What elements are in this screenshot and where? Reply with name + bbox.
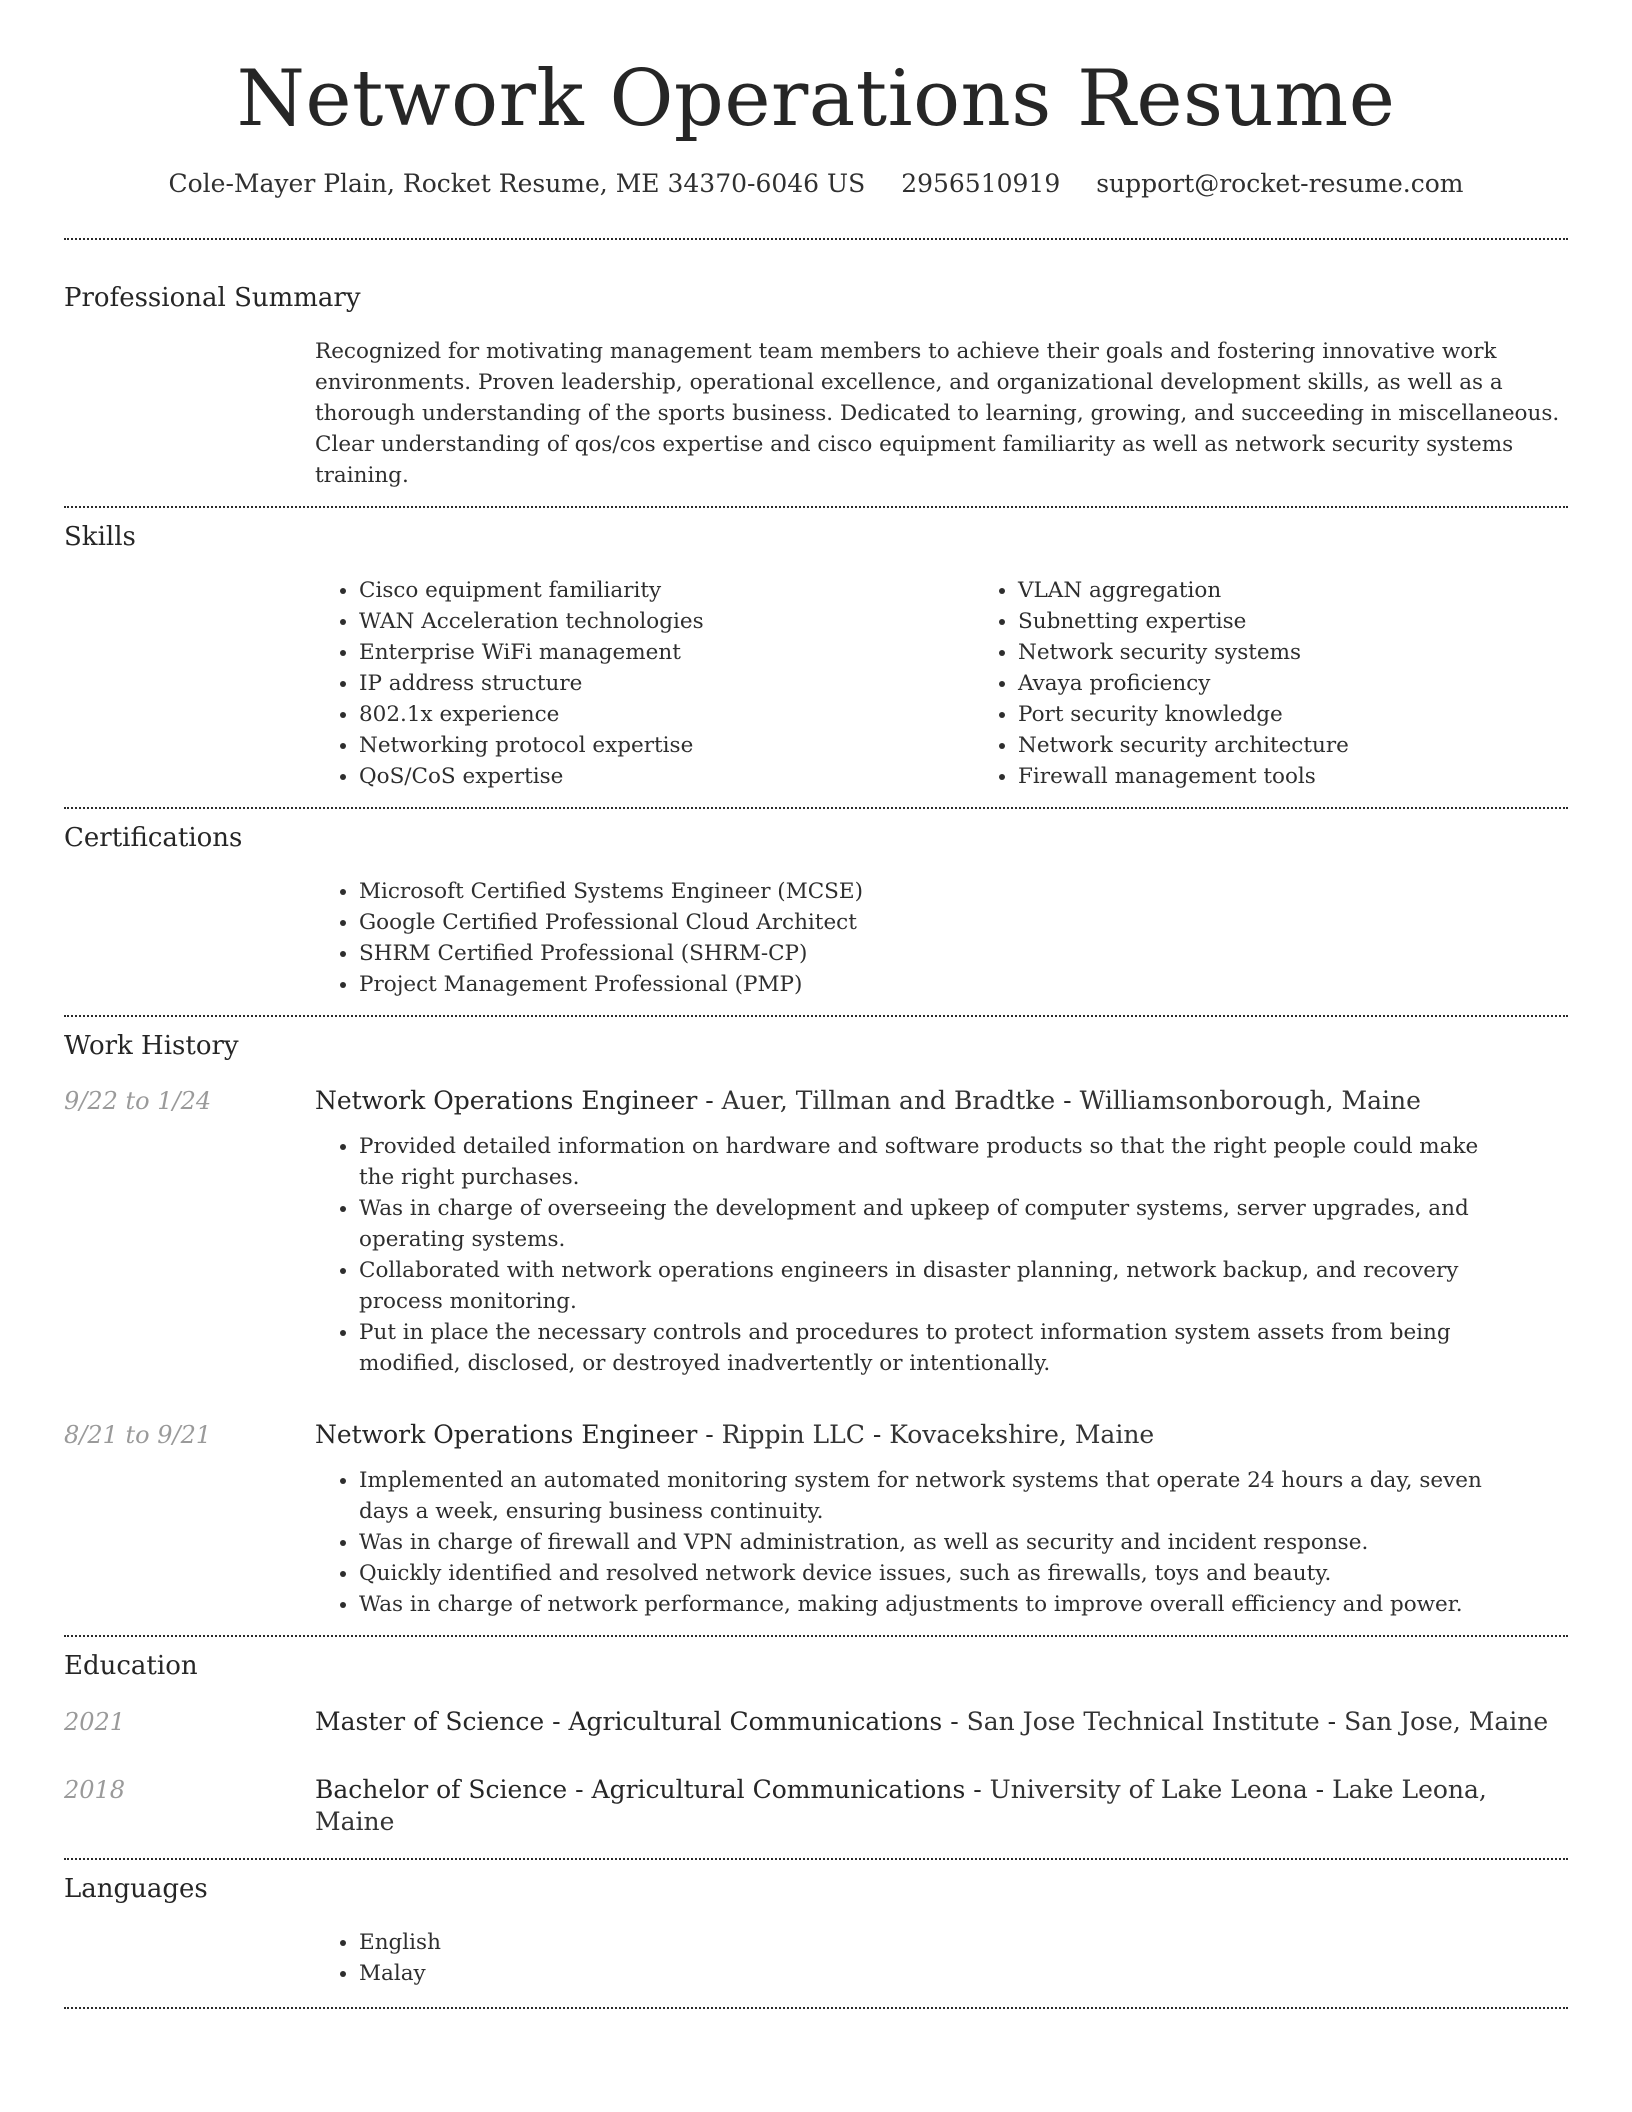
skill-item: • WAN Acceleration technologies [359, 606, 974, 637]
skills-section [64, 521, 1568, 792]
job-bullet: • Quickly identified and resolved network device issues, such as firewalls, toys and beauty. [359, 1558, 1538, 1589]
education-degree: Master of Science - Agricultural Communications [315, 1707, 943, 1736]
separator: - [1319, 1707, 1345, 1736]
job-bullet: • Was in charge of overseeing the development and upkeep of computer systems, server upgrades, and operating systems. [359, 1193, 1508, 1255]
divider [64, 1858, 1568, 1860]
languages-heading: Languages [64, 1874, 208, 1904]
job-bullets [315, 1131, 1568, 1379]
divider [64, 1015, 1568, 1017]
job-bullet: • Put in place the necessary controls and procedures to protect information system assets from being modified, disclosed, or destroyed inadvertently or intentionally. [359, 1317, 1508, 1379]
summary-heading: Professional Summary [64, 283, 361, 313]
job-location: Williamsonborough, Maine [1079, 1086, 1421, 1115]
skill-item: • IP address structure [359, 668, 974, 699]
divider [64, 506, 1568, 508]
divider [64, 238, 1568, 240]
certifications-body [315, 876, 1568, 1000]
job-date: 8/21 to 9/21 [64, 1421, 212, 1449]
language-item: • Malay [359, 1958, 1568, 1989]
contact-email: support@rocket-resume.com [1096, 169, 1464, 198]
work-section [64, 1030, 1568, 1620]
resume-title: Network Operations Resume [236, 54, 1396, 144]
job-bullet: • Was in charge of firewall and VPN administration, as well as security and incident response. [359, 1527, 1538, 1558]
job-location: Kovacekshire, Maine [889, 1420, 1155, 1449]
skill-item: • Avaya proficiency [1018, 668, 1632, 699]
skill-item: • QoS/CoS expertise [359, 761, 974, 792]
job-bullet: • Was in charge of network performance, making adjustments to improve overall efficiency and power. [359, 1589, 1538, 1620]
skill-item: • 802.1x experience [359, 699, 974, 730]
skill-item: • Network security systems [1018, 637, 1632, 668]
contact-line [64, 168, 1568, 200]
job-bullet: • Provided detailed information on hardware and software products so that the right people could make the right purchases. [359, 1131, 1508, 1193]
summary-section [64, 282, 1568, 491]
job-bullet: • Collaborated with network operations engineers in disaster planning, network backup, and recovery process monitoring. [359, 1255, 1508, 1317]
certification-item: • SHRM Certified Professional (SHRM-CP) [359, 938, 1568, 969]
skills-heading: Skills [64, 522, 136, 552]
divider [64, 2007, 1568, 2009]
education-year: 2021 [64, 1708, 126, 1736]
education-heading-line [315, 1774, 1568, 1838]
job-bullet-list [315, 1131, 1568, 1379]
separator: - [1307, 1775, 1333, 1804]
separator: - [697, 1420, 722, 1449]
education-section [64, 1650, 1568, 1838]
certifications-list [315, 876, 1568, 1000]
job-title: Network Operations Engineer [315, 1086, 698, 1115]
skill-item: • VLAN aggregation [1018, 575, 1632, 606]
education-heading-line [315, 1706, 1548, 1738]
job-entry [64, 1419, 1568, 1451]
languages-body [315, 1927, 1568, 1989]
certifications-section [64, 822, 1568, 1000]
education-location: San Jose, Maine [1344, 1707, 1549, 1736]
separator: - [697, 1086, 722, 1115]
contact-address: Cole-Mayer Plain, Rocket Resume, ME 34370-6046 US [168, 169, 866, 198]
skill-item: • Networking protocol expertise [359, 730, 974, 761]
skill-item: • Port security knowledge [1018, 699, 1632, 730]
skill-item: • Firewall management tools [1018, 761, 1632, 792]
certification-item: • Google Certified Professional Cloud Architect [359, 907, 1568, 938]
certifications-heading: Certifications [64, 823, 243, 853]
job-bullets [315, 1465, 1568, 1620]
certification-item: • Microsoft Certified Systems Engineer (MCSE) [359, 876, 1568, 907]
separator: - [864, 1420, 890, 1449]
job-bullet: • Implemented an automated monitoring system for network systems that operate 24 hours a day, seven days a week, ensuring business continuity. [359, 1465, 1538, 1527]
education-entry [64, 1706, 1568, 1738]
separator: - [1055, 1086, 1080, 1115]
language-item: • English [359, 1927, 1568, 1958]
work-heading: Work History [64, 1031, 239, 1061]
languages-list [315, 1927, 1568, 1989]
job-company: Auer, Tillman and Bradtke [721, 1086, 1056, 1115]
summary-text: Recognized for motivating management team members to achieve their goals and fostering innovative work environments. Proven leadership, operational excellence, and organizational development skills, as well as a thorough understanding of the sports business. Dedicated to learning, growing, and succeeding in miscellaneous. Clear understanding of qos/cos expertise and cisco equipment familiarity as well as network security systems training. [315, 339, 1560, 488]
job-date: 9/22 to 1/24 [64, 1087, 212, 1115]
education-location: Lake Leona, Maine [315, 1775, 1487, 1836]
separator: - [965, 1775, 990, 1804]
job-company: Rippin LLC [721, 1420, 865, 1449]
skills-list-left [315, 575, 974, 792]
skills-list-right [974, 575, 1632, 792]
job-heading [315, 1419, 1154, 1451]
skills-grid [315, 575, 1568, 792]
separator: - [942, 1707, 967, 1736]
languages-section [64, 1873, 1568, 1989]
skill-item: • Enterprise WiFi management [359, 637, 974, 668]
skill-item: • Subnetting expertise [1018, 606, 1632, 637]
contact-phone: 2956510919 [901, 169, 1061, 198]
job-bullet-list [315, 1465, 1568, 1620]
divider [64, 807, 1568, 809]
skill-item: • Cisco equipment familiarity [359, 575, 974, 606]
skill-item: • Network security architecture [1018, 730, 1632, 761]
job-title: Network Operations Engineer [315, 1420, 698, 1449]
education-heading: Education [64, 1651, 198, 1681]
education-degree: Bachelor of Science - Agricultural Communications [315, 1775, 966, 1804]
education-year: 2018 [64, 1776, 126, 1804]
job-entry [64, 1085, 1568, 1117]
certification-item: • Project Management Professional (PMP) [359, 969, 1568, 1000]
job-heading [315, 1085, 1421, 1117]
divider [64, 1635, 1568, 1637]
education-entry [64, 1774, 1568, 1838]
education-school: University of Lake Leona [989, 1775, 1308, 1804]
education-school: San Jose Technical Institute [966, 1707, 1320, 1736]
